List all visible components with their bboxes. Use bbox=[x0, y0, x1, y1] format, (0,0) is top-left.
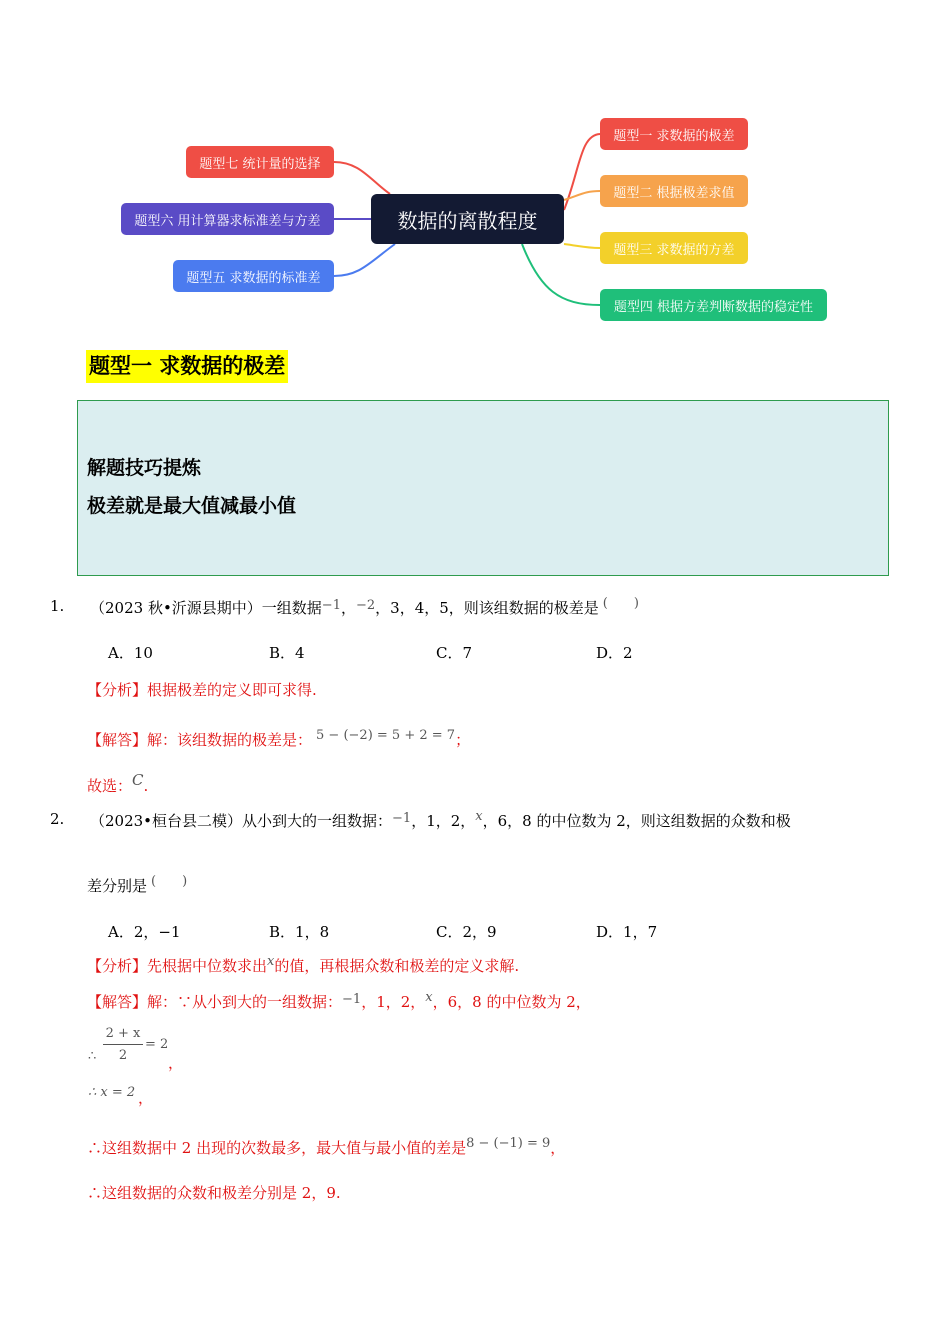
mindmap-center: 数据的离散程度 bbox=[371, 194, 564, 244]
q2-analysis bbox=[87, 955, 519, 976]
q2-frac-eq: = 2 bbox=[145, 1037, 169, 1052]
q2-answer-a: 解：∵从小到大的一组数据： bbox=[147, 993, 343, 1011]
q1-option-d: D．2 bbox=[596, 644, 633, 662]
q1-choose-end: . bbox=[143, 777, 149, 795]
q2-step3-text: ∴这组数据中 2 出现的次数最多，最大值与最小值的差是 bbox=[87, 1139, 467, 1157]
q1-option-b: B．4 bbox=[269, 644, 305, 662]
q1-choose bbox=[87, 771, 149, 796]
q1-stem-a: （2023 秋•沂源县期中）一组数据 bbox=[90, 599, 322, 617]
q1-answer bbox=[87, 729, 470, 750]
tips-box bbox=[77, 400, 889, 576]
mindmap-node-6: 题型六 用计算器求标准差与方差 bbox=[121, 203, 334, 235]
q1-analysis-text: 根据极差的定义即可求得. bbox=[147, 681, 317, 699]
tips-body: 极差就是最大值减最小值 bbox=[87, 495, 297, 517]
section-title: 题型一 求数据的极差 bbox=[86, 350, 288, 383]
q1-analysis bbox=[87, 679, 317, 700]
q2-stem-b: ，1，2， bbox=[411, 812, 476, 830]
q2-analysis-b: 的值，再根据众数和极差的定义求解. bbox=[274, 957, 520, 975]
q2-step2-comma: ， bbox=[138, 1089, 154, 1107]
q2-math-1: −1 bbox=[392, 811, 412, 826]
q2-stem-a: （2023•桓台县二模）从小到大的一组数据： bbox=[90, 812, 393, 830]
q1-answer-math: 5 − (−2) = 5 + 2 = 7 bbox=[316, 728, 456, 743]
q1-choose-label: 故选： bbox=[87, 777, 133, 795]
mindmap-node-2: 题型二 根据极差求值 bbox=[600, 175, 748, 207]
mindmap-node-7: 题型七 统计量的选择 bbox=[186, 146, 334, 178]
q1-paren: ( ) bbox=[602, 596, 639, 611]
q2-answer-tag: 【解答】 bbox=[87, 993, 148, 1011]
q1-math-2: −2 bbox=[355, 598, 376, 613]
mindmap-node-5: 题型五 求数据的标准差 bbox=[173, 260, 334, 292]
q2-stem-c: ，6，8 的中位数为 2，则这组数据的众数和极 bbox=[482, 812, 791, 830]
q2-option-c: C．2，9 bbox=[436, 923, 497, 941]
q2-analysis-x: x bbox=[267, 954, 275, 969]
q2-answer-m1: −1 bbox=[342, 992, 362, 1007]
q1-answer-tag: 【解答】 bbox=[87, 731, 148, 749]
mindmap-node-1: 题型一 求数据的极差 bbox=[600, 118, 748, 150]
connector-3 bbox=[564, 244, 600, 248]
q2-answer-x: x bbox=[425, 990, 433, 1005]
q2-frac-numerator: 2 + x bbox=[105, 1026, 141, 1041]
connector-7 bbox=[334, 162, 390, 194]
q1-stem-b: ，3，4，5，则该组数据的极差是 bbox=[375, 599, 599, 617]
q2-number: 2. bbox=[50, 810, 65, 828]
q2-stem-line2 bbox=[87, 875, 187, 896]
q2-step4: ∴这组数据的众数和极差分别是 2，9. bbox=[87, 1184, 341, 1202]
q1-option-a: A．10 bbox=[108, 644, 153, 662]
q2-answer bbox=[87, 991, 591, 1012]
connector-5 bbox=[334, 244, 395, 276]
q2-math-x: x bbox=[475, 809, 483, 824]
q2-step3 bbox=[87, 1137, 565, 1158]
q2-analysis-a: 先根据中位数求出 bbox=[147, 957, 268, 975]
q2-step3-comma: ， bbox=[550, 1139, 566, 1157]
q1-math-1: −1 bbox=[321, 598, 341, 613]
q2-stem-d: 差分别是 bbox=[87, 877, 148, 895]
q2-frac-comma: ， bbox=[168, 1054, 184, 1072]
mindmap-node-4: 题型四 根据方差判断数据的稳定性 bbox=[600, 289, 827, 321]
q1-stem bbox=[90, 597, 639, 618]
tips-heading: 解题技巧提炼 bbox=[87, 457, 202, 479]
q2-paren: ( ) bbox=[151, 874, 188, 889]
q1-number: 1. bbox=[50, 597, 65, 615]
q2-analysis-tag: 【分析】 bbox=[87, 957, 148, 975]
q1-choose-math: C bbox=[132, 771, 144, 789]
mindmap-node-3: 题型三 求数据的方差 bbox=[600, 232, 748, 264]
q2-frac-bar bbox=[103, 1044, 143, 1045]
q1-analysis-tag: 【分析】 bbox=[87, 681, 148, 699]
q1-sep: ， bbox=[340, 599, 356, 617]
q1-answer-end: ； bbox=[455, 731, 471, 749]
q2-option-a: A．2，−1 bbox=[108, 923, 181, 941]
q2-option-b: B．1，8 bbox=[269, 923, 330, 941]
q2-step3-math: 8 − (−1) = 9 bbox=[466, 1136, 551, 1151]
q1-answer-text: 解：该组数据的极差是： bbox=[147, 731, 313, 749]
q2-option-d: D．1，7 bbox=[596, 923, 658, 941]
q2-step2: ∴ x = 2 bbox=[88, 1085, 136, 1100]
q2-answer-b: ，1，2， bbox=[361, 993, 426, 1011]
connector-4 bbox=[522, 244, 600, 305]
q2-answer-c: ，6，8 的中位数为 2， bbox=[432, 993, 591, 1011]
q2-stem-line1 bbox=[90, 810, 791, 831]
q1-option-c: C．7 bbox=[436, 644, 473, 662]
q2-therefore-1: ∴ bbox=[88, 1049, 97, 1064]
q2-frac-denominator: 2 bbox=[118, 1048, 128, 1063]
